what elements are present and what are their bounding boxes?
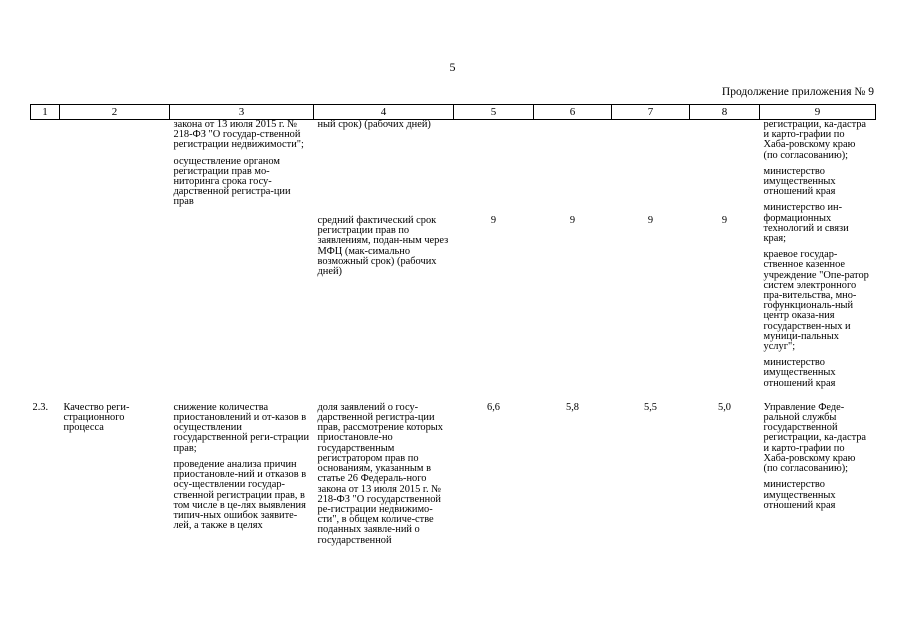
responsible-text: министерство имущественных отношений края (763, 165, 836, 198)
cell-value-6: 5,8 (566, 401, 579, 413)
header-col-1: 1 (31, 105, 60, 120)
header-col-6: 6 (534, 105, 612, 120)
page-number: 5 (449, 60, 456, 74)
measure-text: снижение количества приостановлений и от-казов в осуществлении государственной реги-страции прав; (173, 401, 310, 454)
cell-responsible (760, 120, 876, 389)
table-row-continuation (31, 120, 876, 389)
responsible-text: министерство имущественных отношений края (763, 357, 836, 389)
value-text: 9 (721, 215, 728, 226)
header-col-2: 2 (60, 105, 170, 120)
indicator-text: ный срок) (рабочих дней) (317, 119, 431, 130)
cell-value-7 (612, 120, 690, 389)
measure-text: проведение анализа причин приостановле-ний и отказов в осу-ществлении государ-ственной регистрации прав, в том числе в це-лях выявления типич-ных ошибок заявите-лей, а также в целях (173, 458, 307, 532)
responsible-text: Управление Феде-ральной службы государственной регистрации, ка-дастра и карто-графии по Хаба-ровскому краю (по согласованию); (763, 401, 867, 475)
header-col-3: 3 (170, 105, 314, 120)
appendix-continuation-label: Продолжение приложения № 9 (721, 86, 874, 98)
cell-value-7: 5,5 (644, 401, 657, 413)
value-text: 9 (647, 215, 654, 226)
cell-value-8 (690, 120, 760, 389)
value-text: 9 (490, 215, 497, 226)
responsible-text: краевое государ-ственное казенное учреждение "Опе-ратор систем электронного пра-вительства, мно-гофункциональ-ный центр оказа-ния государствен-ных и муници-пальных услуг"; (763, 249, 869, 353)
measure-text: осуществление органом регистрации прав мо-ниторинга срока госу-дарственной регистра-ции прав (173, 155, 291, 208)
header-col-4: 4 (314, 105, 454, 120)
measure-text: закона от 13 июля 2015 г. № 218-ФЗ "О государ-ственной регистрации недвижимости"; (173, 119, 304, 151)
cell-name (60, 120, 170, 389)
header-col-8: 8 (690, 105, 760, 120)
responsible-text: регистрации, ка-дастра и карто-графии по Хаба-ровскому краю (по согласованию); (763, 119, 867, 161)
cell-number (31, 120, 60, 389)
cell-measures (170, 403, 314, 546)
table-row-2-3 (31, 403, 876, 546)
cell-responsible (760, 403, 876, 546)
header-col-9: 9 (760, 105, 876, 120)
cell-name: Качество реги-страционного процесса (63, 401, 130, 434)
responsible-text: министерство ин-формационных технологий и связи края; (763, 202, 849, 245)
cell-value-6 (534, 120, 612, 389)
table-header-row (31, 105, 876, 120)
cell-number: 2.3. (32, 401, 49, 413)
measures-table (30, 104, 876, 546)
cell-value-5: 6,6 (487, 401, 500, 413)
cell-measures (170, 120, 314, 389)
table-row-spacer (31, 389, 876, 403)
cell-indicators (314, 120, 454, 389)
cell-value-8: 5,0 (718, 401, 731, 413)
cell-value-5 (454, 120, 534, 389)
header-col-7: 7 (612, 105, 690, 120)
header-col-5: 5 (454, 105, 534, 120)
cell-indicators: доля заявлений о госу-дарственной регистра-ции прав, рассмотрение которых приостановле-но государственным регистратором прав по основаниям, указанным в статье 26 Федераль-ного закона от 13 июля 2015 г. № 218-ФЗ "О государственной ре-гистрации недвижимо-сти", в общем количе-стве поданных заявле-ний о государственной (317, 401, 443, 546)
indicator-text: средний фактический срок регистрации прав по заявлениям, подан-ным через МФЦ (мак-симально возможный срок) (рабочих дней) (317, 215, 449, 278)
value-text: 9 (569, 215, 576, 226)
responsible-text: министерство имущественных отношений края (763, 479, 836, 511)
